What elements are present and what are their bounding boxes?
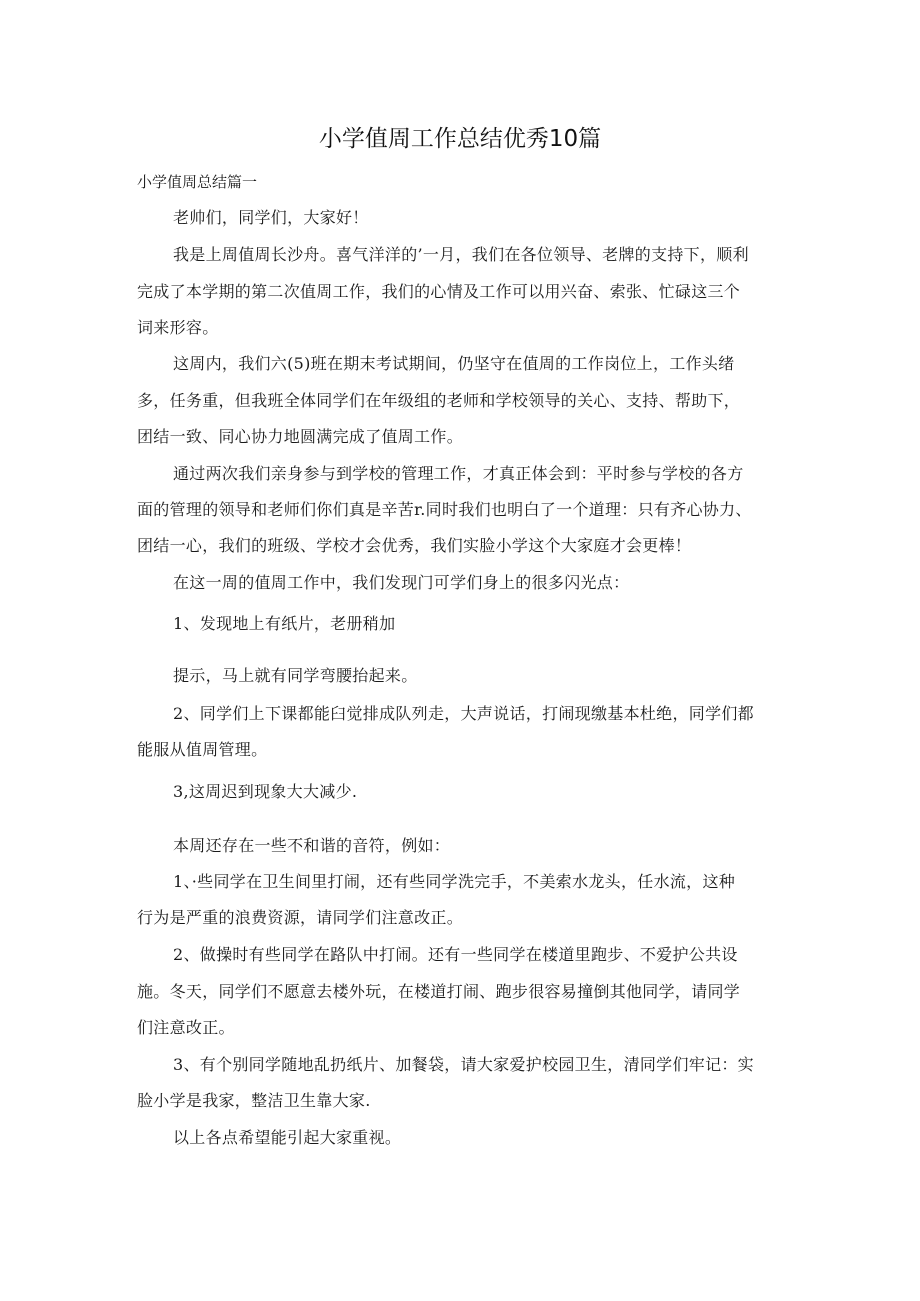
- paragraph-line: 本周还存在一些不和谐的音符，例如：: [173, 836, 451, 855]
- paragraph-line: 团结一心，我们的班级、学校才会优秀，我们实脸小学这个大家庭才会更棒！: [137, 536, 692, 555]
- paragraph-line: 通过两次我们亲身参与到学校的管理工作，才真正体会到：平时参与学校的各方: [173, 464, 744, 483]
- list-item-line: 1、·些同学在卫生间里打闹，还有些同学洗完手，不美索水龙头，任水流，这种: [173, 872, 736, 891]
- list-item-line: 3,这周迟到现象大大减少.: [173, 782, 358, 801]
- paragraph-line: 老帅们，同学们，大家好！: [173, 208, 369, 227]
- paragraph-line: 面的管理的领导和老师们你们真是辛苦r.同时我们也明白了一个道理：只有齐心协力、: [137, 500, 752, 519]
- paragraph-line: 以上各点希望能引起大家重视。: [173, 1128, 402, 1147]
- paragraph-line: 这周内，我们六(5)班在期末考试期间，仍坚守在值周的工作岗位上，工作头绪: [173, 354, 735, 373]
- paragraph-line: 我是上周值周长沙舟。喜气洋洋的’一月，我们在各位领导、老牌的支持下，顺利: [173, 245, 749, 264]
- list-item-line: 能服从值周管理。: [137, 740, 268, 759]
- list-item-line: 脸小学是我家，整洁卫生靠大家.: [137, 1091, 371, 1110]
- paragraph-line: 团结一致、同心协力地圆满完成了值周工作。: [137, 427, 464, 446]
- paragraph-line: 多，任务重，但我班全体同学们在年级组的老师和学校领导的关心、支持、帮助下，: [137, 391, 741, 410]
- list-item-line: 1、发现地上有纸片，老册稍加: [173, 614, 396, 633]
- section-heading: 小学值周总结篇一: [137, 173, 258, 191]
- paragraph-line: 词来形容。: [137, 318, 219, 337]
- paragraph-line: 完成了本学期的第二次值周工作，我们的心情及工作可以用兴奋、索张、忙碌这三个: [137, 282, 741, 301]
- list-item-line: 2、做操时有些同学在路队中打闹。还有一些同学在楼道里跑步、不爱护公共设: [173, 945, 738, 964]
- document-title: 小学值周工作总结优秀10篇: [318, 126, 602, 152]
- list-item-line: 行为是严重的浪费资源，请同学们注意改正。: [137, 908, 464, 927]
- list-item-line: 3、有个别同学随地乱扔纸片、加餐袋，请大家爱护校园卫生，清同学们牢记：实: [173, 1055, 754, 1074]
- list-item-line: 施。冬天，同学们不愿意去楼外玩，在楼道打闹、跑步很容易撞倒其他同学，请同学: [137, 982, 741, 1001]
- paragraph-line: 在这一周的值周工作中，我们发现门可学们身上的很多闪光点：: [173, 573, 630, 592]
- list-item-line: 们注意改正。: [137, 1018, 235, 1037]
- list-item-line: 提示，马上就有同学弯腰抬起来。: [173, 666, 418, 685]
- list-item-line: 2、同学们上下课都能臼觉排成队列走，大声说话，打闹现缴基本杜绝，同学们都: [173, 704, 754, 723]
